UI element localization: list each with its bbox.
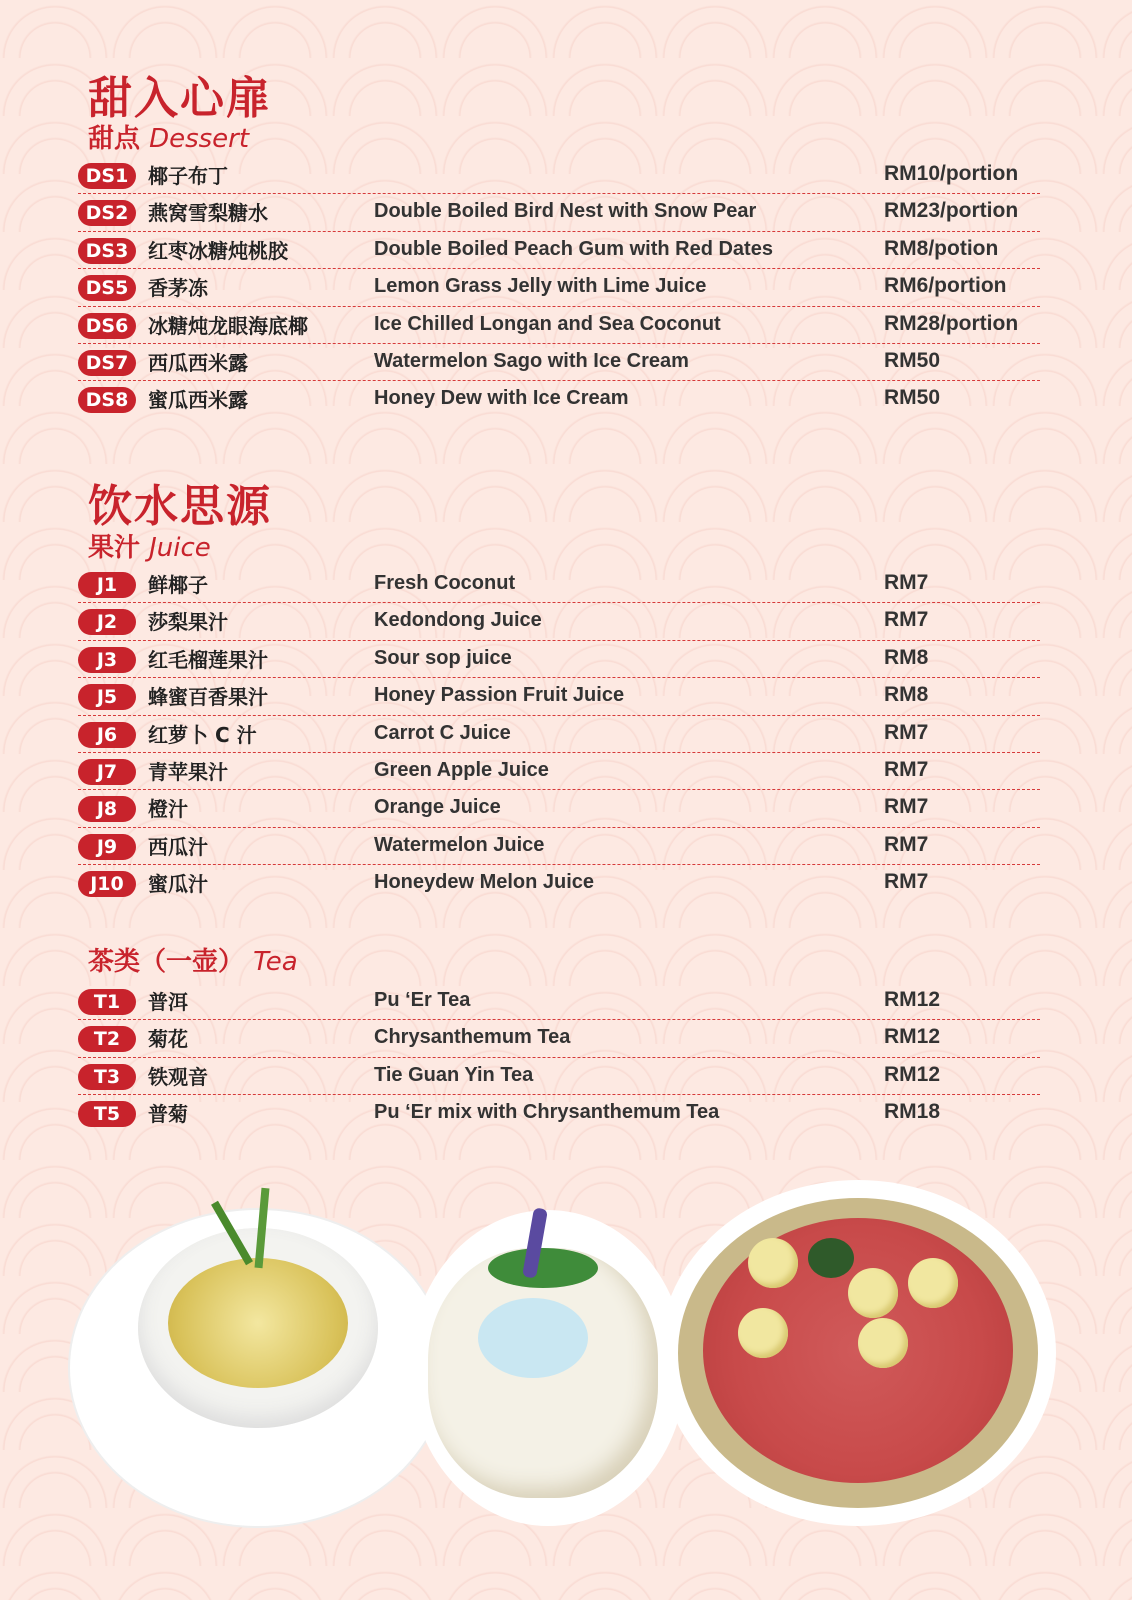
item-code-badge: T5 — [78, 1101, 136, 1127]
item-code-badge: DS5 — [78, 275, 136, 301]
item-name-cn: 铁观音 — [148, 1064, 208, 1089]
item-name-en: Kedondong Juice — [374, 609, 542, 632]
item-name-en: Watermelon Juice — [374, 833, 545, 856]
item-name-cn: 西瓜西米露 — [148, 350, 248, 375]
juice-subtitle-cn: 果汁 — [88, 533, 141, 563]
item-code-badge: DS2 — [78, 200, 136, 226]
item-name-en: Double Boiled Bird Nest with Snow Pear — [374, 200, 757, 223]
ice-cream-scoop — [748, 1238, 798, 1288]
item-code-badge: T1 — [78, 989, 136, 1015]
item-price: RM23/portion — [884, 199, 1019, 223]
tea-subtitle-cn: 茶类（一壶） — [88, 947, 245, 977]
item-name-en: Fresh Coconut — [374, 572, 516, 594]
item-name-cn: 香茅冻 — [148, 276, 208, 301]
item-name-cn: 青苹果汁 — [148, 759, 228, 784]
item-price: RM50 — [884, 348, 941, 372]
item-name-cn: 西瓜汁 — [148, 834, 208, 859]
fresh-coconut-photo — [410, 1210, 686, 1526]
item-price: RM7 — [884, 608, 929, 632]
item-price: RM10/portion — [884, 162, 1019, 185]
item-name-en: Sour sop juice — [374, 646, 512, 669]
menu-item — [78, 1020, 1040, 1057]
item-price: RM28/portion — [884, 311, 1019, 335]
lemongrass-jelly-photo — [70, 1210, 446, 1526]
item-code-badge: J2 — [78, 609, 136, 635]
item-name-cn: 普菊 — [148, 1102, 188, 1127]
item-code-badge: J5 — [78, 684, 136, 710]
menu-item — [78, 307, 1040, 344]
item-price: RM18 — [884, 1100, 941, 1124]
tea-subtitle-en: Tea — [253, 947, 298, 977]
item-price: RM7 — [884, 832, 929, 856]
item-code-badge: DS1 — [78, 163, 136, 189]
item-name-en: Green Apple Juice — [374, 758, 549, 781]
menu-item — [78, 865, 1040, 901]
item-code-badge: DS7 — [78, 350, 136, 376]
item-code-badge: J10 — [78, 871, 136, 897]
item-code-badge: J3 — [78, 647, 136, 673]
ice-cream-scoop — [848, 1268, 898, 1318]
menu-item — [78, 1095, 1040, 1131]
item-price: RM8 — [884, 645, 929, 669]
dessert-subtitle — [88, 118, 249, 155]
menu-item — [78, 269, 1040, 306]
menu-item — [78, 603, 1040, 640]
item-name-cn: 红毛榴莲果汁 — [148, 647, 268, 672]
menu-item — [78, 157, 1040, 194]
beverage-title: 饮水思源 — [88, 481, 272, 532]
item-code-badge: J1 — [78, 572, 136, 598]
item-name-en: Orange Juice — [374, 796, 501, 819]
menu-item — [78, 716, 1040, 753]
herb-garnish — [488, 1248, 598, 1288]
item-name-cn: 冰糖炖龙眼海底椰 — [148, 313, 308, 338]
item-name-en: Lemon Grass Jelly with Lime Juice — [374, 275, 707, 298]
menu-item — [78, 381, 1040, 417]
tea-menu — [78, 983, 1040, 1132]
juice-subtitle-en: Juice — [149, 533, 211, 563]
item-code-badge: J9 — [78, 834, 136, 860]
item-name-cn: 鲜椰子 — [148, 573, 208, 597]
menu-item — [78, 566, 1040, 603]
item-price: RM12 — [884, 1062, 941, 1086]
item-price: RM7 — [884, 757, 929, 781]
item-name-cn: 燕窝雪梨糖水 — [148, 201, 268, 226]
ice-cream-scoop — [858, 1318, 908, 1368]
item-name-en: Tie Guan Yin Tea — [374, 1063, 534, 1086]
item-name-en: Chrysanthemum Tea — [374, 1026, 571, 1049]
item-price: RM7 — [884, 795, 929, 819]
item-name-cn: 红萝卜 C 汁 — [148, 722, 257, 747]
item-price: RM6/portion — [884, 274, 1007, 298]
menu-item — [78, 678, 1040, 715]
item-code-badge: J7 — [78, 759, 136, 785]
item-name-en: Ice Chilled Longan and Sea Coconut — [374, 312, 721, 335]
menu-item — [78, 983, 1040, 1020]
jelly — [168, 1258, 348, 1388]
watermelon-sago-photo — [660, 1180, 1056, 1526]
menu-item — [78, 641, 1040, 678]
item-name-en: Honey Passion Fruit Juice — [374, 684, 625, 707]
ice-cream-scoop — [738, 1308, 788, 1358]
item-name-cn: 普洱 — [148, 990, 188, 1014]
item-code-badge: J8 — [78, 796, 136, 822]
item-price: RM7 — [884, 571, 929, 594]
item-name-cn: 蜜瓜汁 — [148, 872, 208, 897]
ice-cream-scoop — [908, 1258, 958, 1308]
dessert-menu — [78, 157, 1040, 418]
menu-item — [78, 1058, 1040, 1095]
item-code-badge: DS3 — [78, 238, 136, 264]
item-name-en: Double Boiled Peach Gum with Red Dates — [374, 237, 773, 260]
item-price: RM7 — [884, 870, 929, 894]
item-price: RM50 — [884, 386, 941, 410]
item-name-en: Honeydew Melon Juice — [374, 871, 595, 894]
item-name-en: Honey Dew with Ice Cream — [374, 387, 629, 410]
dessert-subtitle-en: Dessert — [149, 124, 250, 154]
item-price: RM12 — [884, 1025, 941, 1049]
item-name-en: Watermelon Sago with Ice Cream — [374, 349, 689, 372]
item-name-en: Pu ‘Er mix with Chrysanthemum Tea — [374, 1101, 720, 1124]
item-name-cn: 椰子布丁 — [148, 164, 228, 188]
item-price: RM8/potion — [884, 236, 999, 260]
menu-item — [78, 344, 1040, 381]
item-name-cn: 蜜瓜西米露 — [148, 388, 248, 413]
item-price: RM8 — [884, 683, 929, 707]
item-name-cn: 橙汁 — [148, 797, 188, 822]
menu-item — [78, 828, 1040, 865]
coconut-opening — [478, 1298, 588, 1378]
dessert-title: 甜入心扉 — [88, 73, 272, 124]
item-code-badge: T2 — [78, 1026, 136, 1052]
item-price: RM12 — [884, 988, 941, 1011]
item-code-badge: T3 — [78, 1064, 136, 1090]
menu-item — [78, 232, 1040, 269]
item-name-cn: 蜂蜜百香果汁 — [148, 685, 268, 710]
item-code-badge: DS8 — [78, 387, 136, 413]
item-price: RM7 — [884, 720, 929, 744]
item-name-cn: 菊花 — [148, 1027, 188, 1052]
item-code-badge: J6 — [78, 722, 136, 748]
item-name-cn: 莎梨果汁 — [148, 610, 228, 635]
menu-item — [78, 790, 1040, 827]
menu-item — [78, 753, 1040, 790]
item-code-badge: DS6 — [78, 313, 136, 339]
dessert-subtitle-cn: 甜点 — [88, 124, 141, 154]
juice-menu — [78, 566, 1040, 902]
juice-subtitle — [88, 527, 211, 564]
mint-garnish — [808, 1238, 854, 1278]
dessert-photos — [70, 1170, 1050, 1530]
item-name-cn: 红枣冰糖炖桃胶 — [148, 238, 288, 263]
item-name-en: Pu ‘Er Tea — [374, 989, 471, 1011]
tea-subtitle — [88, 941, 298, 978]
menu-item — [78, 194, 1040, 231]
item-name-en: Carrot C Juice — [374, 721, 511, 744]
